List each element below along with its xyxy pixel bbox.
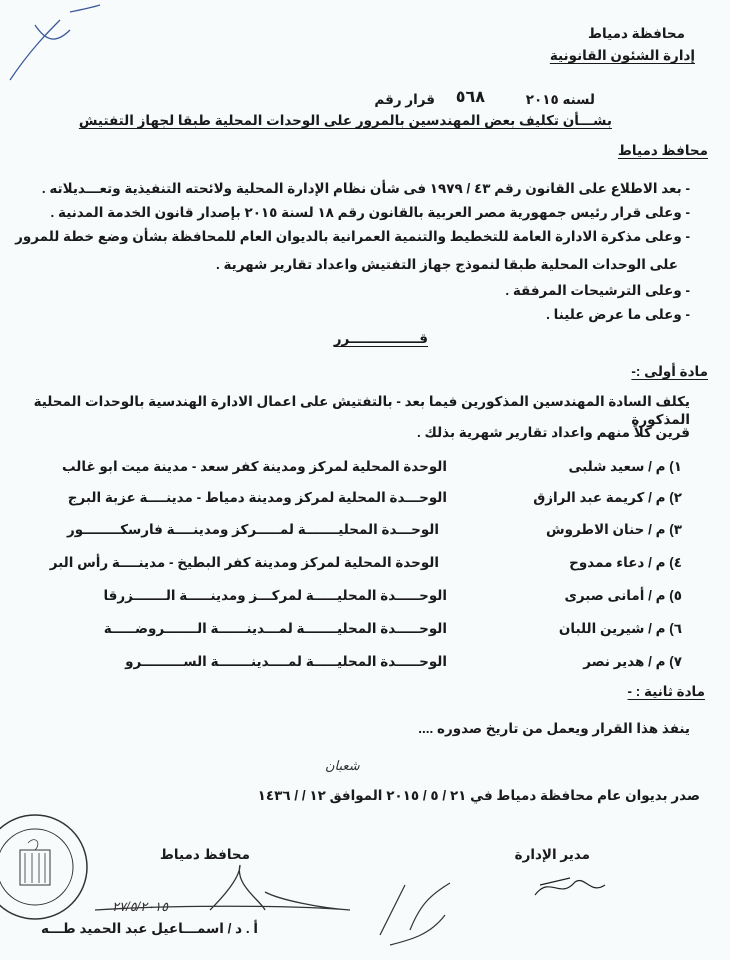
- article1-text: يكلف السادة المهندسين المذكورين فيما بعد - بالتفتيش على اعمال الادارة الهندسية بالوحدات المحلية المذكورة: [33, 394, 690, 427]
- assigned-unit: الوحدة المحلية لمركز ومدينة كفر البطيخ - مدينــــة رأس البر: [49, 555, 439, 570]
- preamble-line: - وعلى مذكرة الادارة العامة للتخطيط والتنمية العمرانية بالديوان العام للمحافظة بشأن وضع خطة للمرور: [15, 229, 690, 244]
- preamble-line: - وعلى قرار رئيس جمهورية مصر العربية بالقانون رقم ١٨ لسنة ٢٠١٥ بإصدار قانون الخدمة المدنية .: [50, 205, 690, 220]
- preamble-line: - وعلى الترشيحات المرفقة .: [505, 283, 690, 298]
- preamble-line: على الوحدات المحلية طبقا لنموذج جهاز التفتيش واعداد تقارير شهرية .: [215, 257, 678, 272]
- assigned-unit: الوحـــــدة المحليـــــة لمــــدينـــــــة الســـــــــرو: [125, 654, 447, 669]
- engineer-name: ٢) م / كريمة عبد الرازق: [533, 490, 682, 505]
- engineer-name: ٤) م / دعاء ممدوح: [569, 555, 682, 570]
- assignment-row: [6, 554, 682, 574]
- assignment-row: [6, 620, 682, 640]
- signature-icon: [530, 870, 610, 905]
- engineer-name: ٣) م / حنان الاطروش: [545, 522, 682, 537]
- assigned-unit: الوحـــــدة المحليـــــــة لمـــدينــــــة الـــــــروضـــــة: [103, 621, 447, 636]
- engineer-name: ٦) م / شيرين اللبان: [558, 621, 682, 636]
- decides-heading: قـــــــــــــــرر: [333, 331, 428, 346]
- article1-text: قرين كلاً منهم واعداد تقارير شهرية بذلك .: [417, 425, 690, 440]
- governor-name: أ . د / اسمـــاعيل عبد الحميد طـــه: [40, 921, 258, 936]
- engineer-name: ١) م / سعيد شلبى: [568, 459, 682, 474]
- assigned-unit: الوحـــدة المحليـــــــة لمـــــركز ومدينــــة فارسكــــــــور: [66, 522, 439, 537]
- assignment-row: [6, 489, 682, 509]
- article2-text: ينفذ هذا القرار ويعمل من تاريخ صدوره ....: [418, 721, 690, 736]
- governorate-name: محافظة دمياط: [588, 26, 685, 41]
- decision-number-label: قرار رقم: [374, 92, 435, 107]
- official-stamp-icon: [0, 805, 100, 925]
- engineer-name: ٧) م / هدير نصر: [583, 654, 682, 669]
- decision-year: لسنه ٢٠١٥: [525, 92, 595, 107]
- assignment-row: [6, 587, 682, 607]
- department-name: إدارة الشئون القانونية: [549, 48, 695, 63]
- engineer-name: ٥) م / أمانى صبرى: [564, 588, 682, 603]
- assignment-row: [6, 458, 682, 478]
- assigned-unit: الوحـــدة المحلية لمركز ومدينة دمياط - مدينــــة عزبة البرج: [67, 490, 447, 505]
- handwritten-initials-icon: [370, 875, 460, 950]
- decision-number: ٥٦٨: [455, 89, 485, 106]
- assigned-unit: الوحدة المحلية لمركز ومدينة كفر سعد - مدينة ميت ابو غالب: [62, 459, 447, 474]
- right-signatory-title: مدير الإدارة: [514, 847, 590, 862]
- handwritten-mark-icon: [0, 0, 110, 85]
- issued-line: صدر بديوان عام محافظة دمياط في ٢١ / ٥ / ٢٠١٥ الموافق ١٢ / / ١٤٣٦: [257, 788, 700, 803]
- article2-heading: مادة ثانية : -: [627, 684, 705, 699]
- preamble-line: - وعلى ما عرض علينا .: [546, 307, 690, 322]
- article1-heading: مادة أولى :-: [631, 364, 708, 379]
- assignment-row: [6, 653, 682, 673]
- left-signatory-title: محافظ دمياط: [159, 847, 250, 862]
- assigned-unit: الوحـــــدة المحليـــــة لمركـــز ومدينـــــة الـــــــزرقا: [103, 588, 447, 603]
- handwritten-date: ٢٧/٥/٢٠١٥: [112, 899, 169, 914]
- assignment-row: [6, 521, 682, 541]
- issuer-heading: محافظ دمياط: [617, 143, 708, 158]
- handwritten-month: شعبان: [325, 758, 360, 773]
- preamble-line: - بعد الاطلاع على القانون رقم ٤٣ / ١٩٧٩ فى شأن نظام الإدارة المحلية ولائحته التنفيذية وتعـــديلاته .: [41, 181, 690, 196]
- decision-subject: بشـــأن تكليف بعض المهندسين بالمرور على الوحدات المحلية طبقا لجهاز التفتيش: [78, 113, 612, 128]
